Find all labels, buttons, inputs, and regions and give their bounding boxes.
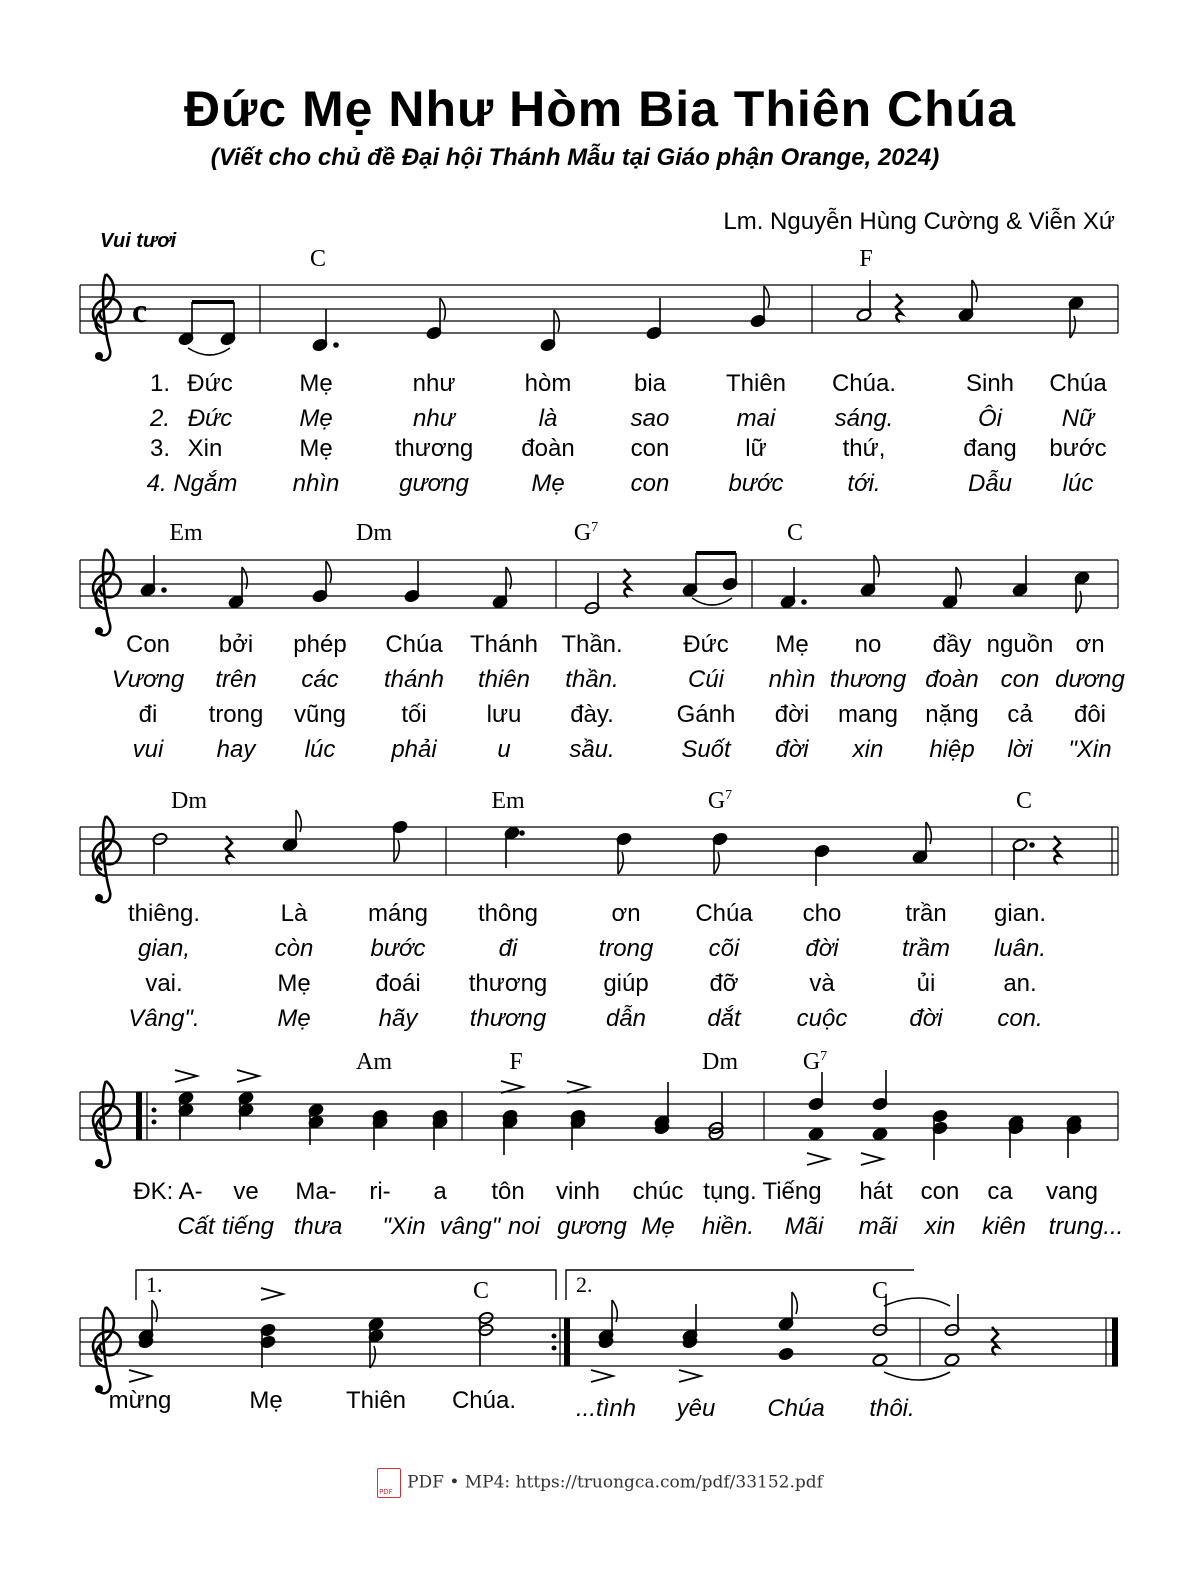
lyric-syllable: Mẹ bbox=[277, 970, 311, 997]
chord-symbol: C bbox=[786, 520, 804, 546]
lyric-syllable: đời bbox=[774, 701, 810, 728]
lyric-syllable: ve bbox=[233, 1178, 259, 1205]
lyric-syllable: ...tình bbox=[575, 1395, 637, 1422]
lyric-syllable: an. bbox=[1003, 970, 1037, 997]
lyric-syllable: thần. bbox=[565, 666, 619, 693]
lyric-syllable: hãy bbox=[378, 1005, 418, 1032]
lyric-syllable: máng bbox=[367, 900, 429, 927]
lyric-syllable: đi bbox=[138, 701, 158, 728]
treble-clef-icon bbox=[93, 549, 121, 635]
lyric-syllable: Thần. bbox=[561, 631, 623, 658]
lyric-syllable: 4. Ngắm bbox=[146, 470, 238, 497]
lyric-syllable: Mẹ bbox=[775, 631, 809, 658]
lyric-syllable: ĐK: A- bbox=[133, 1178, 203, 1205]
lyric-syllable: còn bbox=[274, 935, 314, 962]
chord-symbol: $G^7$ bbox=[573, 520, 599, 546]
lyric-syllable: thương bbox=[829, 666, 907, 693]
lyric-syllable: chúc bbox=[632, 1178, 684, 1205]
lyric-syllable: Ma- bbox=[295, 1178, 337, 1205]
lyric-syllable: ủi bbox=[916, 970, 936, 997]
lyric-syllable: vinh bbox=[555, 1178, 601, 1205]
lyric-syllable: con bbox=[920, 1178, 960, 1205]
rest-icon bbox=[896, 294, 902, 322]
lyric-syllable: lưu bbox=[486, 701, 522, 728]
lyric-syllable: Mẹ bbox=[249, 1387, 283, 1414]
lyric-syllable: thiêng. bbox=[127, 900, 201, 927]
lyric-syllable: 3. bbox=[149, 435, 171, 462]
lyric-syllable: cho bbox=[802, 900, 842, 927]
volta-brackets bbox=[136, 1270, 914, 1300]
lyric-syllable: Vương bbox=[111, 666, 185, 693]
rest-icon bbox=[1054, 836, 1060, 864]
treble-clef-icon bbox=[93, 1081, 121, 1167]
lyric-syllable: nhìn bbox=[292, 470, 340, 497]
lyric-syllable: Vâng". bbox=[128, 1005, 200, 1032]
lyric-syllable: cuộc bbox=[796, 1005, 848, 1032]
lyric-syllable: phép bbox=[293, 631, 347, 658]
lyric-syllable: cõi bbox=[708, 935, 740, 962]
lyric-syllable: dắt bbox=[707, 1005, 741, 1032]
lyric-syllable: thương bbox=[469, 1005, 547, 1032]
treble-clef-icon bbox=[93, 1307, 121, 1393]
lyric-syllable: bởi bbox=[218, 631, 254, 658]
chord-symbol: C bbox=[309, 246, 327, 272]
lyric-syllable: xin bbox=[852, 736, 884, 763]
tempo-marking: Vui tươi bbox=[100, 230, 177, 252]
lyric-syllable: no bbox=[854, 631, 882, 658]
lyric-syllable: yêu bbox=[676, 1395, 716, 1422]
lyric-syllable: nặng bbox=[925, 701, 979, 728]
lyric-syllable: "Xin bbox=[382, 1213, 426, 1240]
lyric-syllable: sáng. bbox=[834, 405, 894, 432]
notes-system-5 bbox=[138, 1292, 960, 1380]
notes-system-4 bbox=[178, 1070, 1082, 1160]
pdf-icon bbox=[377, 1468, 401, 1498]
lyric-syllable: Sinh bbox=[965, 370, 1015, 397]
chord-symbol: C bbox=[472, 1278, 490, 1304]
lyric-syllable: sao bbox=[630, 405, 670, 432]
composer: Lm. Nguyễn Hùng Cường & Viễn Xứ bbox=[723, 208, 1115, 235]
lyric-syllable: đang bbox=[963, 435, 1017, 462]
lyric-syllable: lữ bbox=[745, 435, 767, 462]
lyric-syllable: vui bbox=[132, 736, 164, 763]
final-barline bbox=[1112, 1318, 1118, 1366]
chord-symbol: F bbox=[509, 1049, 523, 1075]
lyric-syllable: đời bbox=[805, 935, 839, 962]
lyric-syllable: bia bbox=[633, 370, 667, 397]
lyric-syllable: tối bbox=[401, 701, 427, 728]
lyric-syllable: Chúa bbox=[767, 1395, 825, 1422]
lyric-syllable: Chúa bbox=[695, 900, 753, 927]
lyric-syllable: thiên bbox=[477, 666, 531, 693]
lyric-syllable: nguồn bbox=[986, 631, 1054, 658]
lyric-syllable: a bbox=[433, 1178, 447, 1205]
lyric-syllable: ơn bbox=[611, 900, 641, 927]
lyric-syllable: hay bbox=[216, 736, 256, 763]
lyric-syllable: Gánh bbox=[676, 701, 736, 728]
lyric-syllable: phải bbox=[391, 736, 437, 763]
lyric-syllable: vũng bbox=[293, 701, 347, 728]
lyric-syllable: Thánh bbox=[469, 631, 539, 658]
lyric-syllable: như bbox=[413, 405, 455, 432]
lyric-syllable: thánh bbox=[383, 666, 445, 693]
lyric-syllable: Dẫu bbox=[967, 470, 1013, 497]
lyric-syllable: Con bbox=[125, 631, 171, 658]
chord-symbol: Dm bbox=[702, 1049, 738, 1075]
lyric-syllable: Mẹ bbox=[299, 435, 333, 462]
lyric-syllable: tụng. bbox=[703, 1178, 757, 1205]
rest-icon bbox=[226, 836, 232, 864]
lyric-syllable: đoái bbox=[375, 970, 421, 997]
lyric-syllable: thương bbox=[468, 970, 548, 997]
lyric-syllable: thương bbox=[394, 435, 474, 462]
lyric-syllable: đoàn bbox=[521, 435, 575, 462]
lyric-syllable: Mẹ bbox=[531, 470, 565, 497]
lyric-syllable: con bbox=[1000, 666, 1040, 693]
lyric-syllable: cả bbox=[1007, 701, 1033, 728]
lyric-syllable: Là bbox=[280, 900, 308, 927]
lyric-syllable: Thiên bbox=[345, 1387, 407, 1414]
footer-link[interactable] bbox=[0, 1468, 1200, 1498]
lyric-syllable: Tiếng bbox=[762, 1178, 822, 1205]
chord-symbol: C bbox=[1015, 788, 1033, 814]
lyric-syllable: các bbox=[301, 666, 339, 693]
lyric-syllable: đời bbox=[775, 736, 809, 763]
lyric-syllable: nhìn bbox=[768, 666, 816, 693]
lyric-syllable: gương bbox=[399, 470, 469, 497]
lyric-syllable: đỡ bbox=[709, 970, 739, 997]
lyric-syllable: gương bbox=[557, 1213, 627, 1240]
lyric-syllable: thôi. bbox=[869, 1395, 915, 1422]
rest-icon bbox=[624, 569, 630, 597]
lyric-syllable: vai. bbox=[145, 970, 183, 997]
lyric-syllable: trung... bbox=[1048, 1213, 1124, 1240]
lyric-syllable: bước bbox=[370, 935, 426, 962]
lyric-syllable: như bbox=[412, 370, 456, 397]
lyric-syllable: tiếng bbox=[221, 1213, 275, 1240]
lyric-syllable: sầu. bbox=[569, 736, 615, 763]
lyric-syllable: đày. bbox=[570, 701, 614, 728]
lyric-syllable: tới. bbox=[847, 470, 881, 497]
lyric-syllable: lời bbox=[1007, 736, 1033, 763]
lyric-syllable: Thiên bbox=[725, 370, 787, 397]
lyric-syllable: Chúa bbox=[1049, 370, 1107, 397]
lyric-syllable: thưa bbox=[293, 1213, 343, 1240]
lyric-syllable: lúc bbox=[1062, 470, 1094, 497]
lyric-syllable: bước bbox=[728, 470, 784, 497]
volta-label: 2. bbox=[576, 1272, 593, 1297]
lyric-syllable: và bbox=[809, 970, 835, 997]
song-title: Đức Mẹ Như Hòm Bia Thiên Chúa bbox=[183, 81, 1017, 137]
lyric-syllable: trầm bbox=[902, 935, 950, 962]
lyric-syllable: Mẹ bbox=[641, 1213, 675, 1240]
lyric-syllable: Chúa. bbox=[831, 370, 897, 397]
lyric-syllable: mai bbox=[736, 405, 776, 432]
chord-symbol: Dm bbox=[356, 520, 392, 546]
chord-symbol: Am bbox=[356, 1049, 392, 1075]
staff-system-4 bbox=[80, 1092, 1118, 1140]
footer-text[interactable]: PDF • MP4: https://truongca.com/pdf/33152.pdf bbox=[407, 1472, 823, 1493]
lyric-syllable: mãi bbox=[858, 1213, 898, 1240]
lyric-syllable: con. bbox=[997, 1005, 1043, 1032]
lyric-syllable: ri- bbox=[369, 1178, 391, 1205]
lyric-syllable: Xin bbox=[187, 435, 223, 462]
volta-label: 1. bbox=[146, 1272, 163, 1297]
lyric-syllable: gian, bbox=[137, 935, 191, 962]
lyric-syllable: "Xin bbox=[1068, 736, 1112, 763]
notes-system-1 bbox=[178, 280, 872, 355]
lyric-syllable: Nữ bbox=[1061, 405, 1095, 432]
lyric-syllable: vang bbox=[1045, 1178, 1099, 1205]
lyric-syllable: bước bbox=[1049, 435, 1107, 462]
lyric-syllable: trong bbox=[208, 701, 264, 728]
lyric-syllable: Chúa. bbox=[451, 1387, 517, 1414]
treble-clef-icon bbox=[93, 816, 121, 902]
lyric-syllable: Mẹ bbox=[299, 370, 333, 397]
lyric-syllable: trong bbox=[598, 935, 654, 962]
lyric-syllable: Mãi bbox=[784, 1213, 824, 1240]
lyric-syllable: u bbox=[497, 736, 511, 763]
lyric-syllable: Mẹ bbox=[299, 405, 333, 432]
lyric-syllable: Mẹ bbox=[277, 1005, 311, 1032]
lyric-syllable: đoàn bbox=[925, 666, 979, 693]
lyric-syllable: hiệp bbox=[929, 736, 975, 763]
lyric-syllable: trần bbox=[905, 900, 947, 927]
lyric-syllable: xin bbox=[924, 1213, 956, 1240]
lyric-syllable: Đức bbox=[187, 370, 233, 397]
chord-symbol: Em bbox=[169, 520, 203, 546]
chord-symbol: Em bbox=[491, 788, 525, 814]
lyric-syllable: trên bbox=[215, 666, 257, 693]
lyric-syllable: giúp bbox=[603, 970, 649, 997]
chord-symbol: $G^7$ bbox=[707, 788, 733, 814]
lyric-syllable: 2. bbox=[149, 405, 171, 432]
lyric-syllable: hiền. bbox=[701, 1213, 755, 1240]
chord-symbol: $G^7$ bbox=[802, 1049, 828, 1075]
lyric-syllable: mừng bbox=[108, 1387, 172, 1414]
lyric-syllable: Cất bbox=[177, 1213, 215, 1240]
lyric-syllable: đời bbox=[909, 1005, 943, 1032]
accent-marks-system-5 bbox=[129, 1288, 701, 1382]
lyric-syllable: hát bbox=[859, 1178, 893, 1205]
lyric-syllable: hòm bbox=[524, 370, 572, 397]
lyric-syllable: Suốt bbox=[681, 736, 731, 763]
lyric-syllable: đi bbox=[498, 935, 518, 962]
lyric-syllable: Đức bbox=[683, 631, 729, 658]
lyric-syllable: tôn bbox=[491, 1178, 525, 1205]
lyric-syllable: gian. bbox=[993, 900, 1047, 927]
lyric-syllable: Đức bbox=[187, 405, 233, 432]
treble-clef-icon bbox=[93, 274, 121, 360]
rest-icon bbox=[992, 1327, 998, 1355]
lyric-syllable: lúc bbox=[304, 736, 336, 763]
lyric-syllable: đầy bbox=[932, 631, 972, 658]
lyric-syllable: đôi bbox=[1073, 701, 1107, 728]
staff-system-1 bbox=[80, 285, 1118, 333]
chord-symbol: F bbox=[859, 246, 873, 272]
lyric-syllable: thứ, bbox=[842, 435, 886, 462]
chord-symbol: C bbox=[871, 1278, 889, 1304]
lyric-syllable: noi bbox=[507, 1213, 541, 1240]
accent-marks-system-4 bbox=[175, 1070, 883, 1165]
lyric-syllable: là bbox=[538, 405, 558, 432]
lyric-syllable: con bbox=[630, 470, 670, 497]
common-time-icon: c bbox=[132, 293, 148, 330]
chord-symbol: Dm bbox=[171, 788, 207, 814]
lyric-syllable: ca bbox=[987, 1178, 1013, 1205]
lyric-syllable: con bbox=[630, 435, 670, 462]
lyric-syllable: Cúi bbox=[687, 666, 725, 693]
lyric-syllable: vâng" bbox=[439, 1213, 501, 1240]
lyric-syllable: 1. bbox=[149, 370, 171, 397]
lyric-syllable: dẫn bbox=[605, 1005, 647, 1032]
song-subtitle: (Viết cho chủ đề Đại hội Thánh Mẫu tại Giáo phận Orange, 2024) bbox=[210, 144, 940, 171]
staff-system-3 bbox=[80, 827, 1118, 875]
lyric-syllable: mang bbox=[837, 701, 899, 728]
lyric-syllable: thông bbox=[477, 900, 539, 927]
lyric-syllable: dương bbox=[1055, 666, 1125, 693]
lyric-syllable: ơn bbox=[1075, 631, 1105, 658]
lyric-syllable: kiên bbox=[981, 1213, 1027, 1240]
lyric-syllable: luân. bbox=[993, 935, 1047, 962]
lyric-syllable: Chúa bbox=[385, 631, 443, 658]
lyric-syllable: Ôi bbox=[978, 405, 1002, 432]
